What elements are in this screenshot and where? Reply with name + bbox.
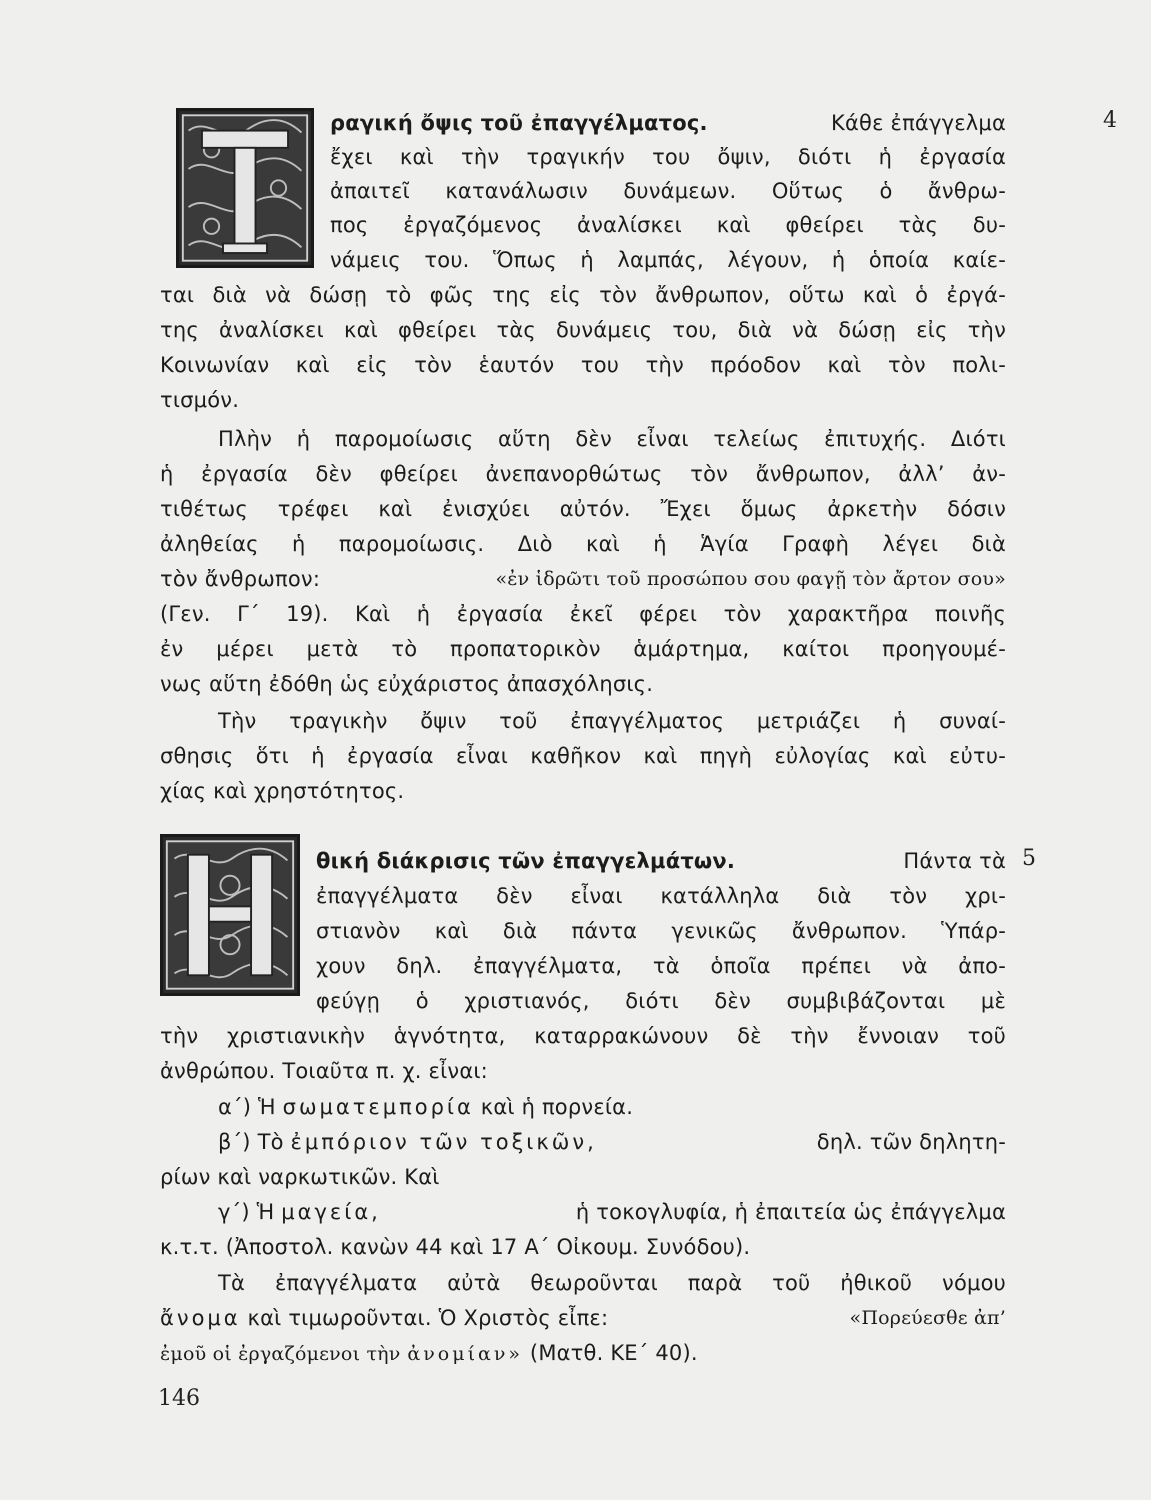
list-item bbox=[218, 1197, 1006, 1227]
scripture-quote: ἐμοῦ οἱ ἐργαζόμενοι τὴν bbox=[160, 1343, 401, 1365]
section-heading-line bbox=[330, 108, 1006, 138]
quote-line bbox=[160, 564, 1006, 594]
list-label: α΄) Ἡ bbox=[218, 1095, 276, 1119]
section-number: 5 bbox=[1022, 846, 1036, 871]
text-line: ἀληθείας ἡ παρομοίωσις. Διὸ καὶ ἡ Ἁγία Γραφὴ λέγει διὰ bbox=[160, 532, 1006, 556]
text-line: ἀπαιτεῖ κατανάλωσιν δυνάμεων. Οὕτως ὁ ἄνθρω- bbox=[330, 179, 1006, 203]
spaced-term: ἀνομίαν» bbox=[407, 1343, 524, 1365]
text-fragment: Πάντα τὰ bbox=[903, 849, 1006, 873]
text-line: ἐπαγγέλματα δὲν εἶναι κατάλληλα διὰ τὸν χρι- bbox=[316, 884, 1006, 908]
text-fragment: (Ματθ. ΚΕ΄ 40). bbox=[529, 1341, 698, 1365]
ornament-icon bbox=[163, 837, 297, 993]
text-line: ἡ ἐργασία δὲν φθείρει ἀνεπανορθώτως τὸν ἄνθρωπον, ἀλλ’ ἀν- bbox=[160, 462, 1006, 486]
text-line: στιανὸν καὶ διὰ πάντα γενικῶς ἄνθρωπον. Ὑπάρ- bbox=[316, 919, 1006, 943]
text-line: τισμόν. bbox=[160, 388, 240, 412]
text-fragment: δηλ. τῶν δηλητη- bbox=[816, 1130, 1006, 1154]
scripture-quote: «ἐν ἱδρῶτι τοῦ προσώπου σου φαγῇ τὸν ἄρτον σου» bbox=[495, 568, 1006, 590]
section-number: 4 bbox=[1103, 108, 1117, 133]
text-line: ἀνθρώπου. Τοιαῦτα π. χ. εἶναι: bbox=[160, 1059, 488, 1083]
text-line: νάμεις του. Ὅπως ἡ λαμπάς, λέγουν, ἡ ὁποία καίε- bbox=[330, 248, 1006, 272]
list-item bbox=[218, 1092, 633, 1122]
text-line bbox=[160, 1303, 1006, 1333]
text-fragment: καὶ ἡ πορνεία. bbox=[480, 1095, 634, 1119]
text-fragment: καὶ τιμωροῦνται. Ὁ Χριστὸς εἶπε: bbox=[247, 1306, 609, 1330]
text-line: Τὰ ἐπαγγέλματα αὐτὰ θεωροῦνται παρὰ τοῦ ἠθικοῦ νόμου bbox=[218, 1271, 1006, 1295]
section-title: ραγική ὄψις τοῦ ἐπαγγέλματος. bbox=[330, 111, 708, 135]
text-line: Πλὴν ἡ παρομοίωσις αὕτη δὲν εἶναι τελείως ἐπιτυχής. Διότι bbox=[218, 427, 1006, 451]
text-line: νως αὕτη ἐδόθη ὡς εὐχάριστος ἀπασχόλησις. bbox=[160, 672, 654, 696]
text-line: ρίων καὶ ναρκωτικῶν. Καὶ bbox=[160, 1165, 440, 1189]
scripture-quote: «Πορεύεσθε ἀπ’ bbox=[849, 1307, 1006, 1329]
text-fragment: ἡ τοκογλυφία, ἡ ἐπαιτεία ὡς ἐπάγγελμα bbox=[575, 1200, 1006, 1224]
text-line: τὴν χριστιανικὴν ἁγνότητα, καταρρακώνουν δὲ τὴν ἔννοιαν τοῦ bbox=[160, 1024, 1006, 1048]
text-fragment: τὸν ἄνθρωπον: bbox=[160, 567, 321, 591]
text-line: τιθέτως τρέφει καὶ ἐνισχύει αὐτόν. Ἔχει ὅμως ἀρκετὴν δόσιν bbox=[160, 497, 1006, 521]
spaced-term: μαγεία, bbox=[281, 1200, 381, 1224]
ornament-icon bbox=[179, 111, 311, 265]
text-line: φεύγῃ ὁ χριστιανός, διότι δὲν συμβιβάζονται μὲ bbox=[316, 989, 1006, 1013]
text-line bbox=[160, 1338, 698, 1369]
text-line: κ.τ.τ. (Ἀποστολ. κανὼν 44 καὶ 17 Α΄ Οἰκουμ. Συνόδου). bbox=[160, 1235, 751, 1259]
text-line: χουν δηλ. ἐπαγγέλματα, τὰ ὁποῖα πρέπει νὰ ἀπο- bbox=[316, 954, 1006, 978]
text-line: Τὴν τραγικὴν ὄψιν τοῦ ἐπαγγέλματος μετριάζει ἡ συναί- bbox=[218, 709, 1006, 733]
text-line: ἔχει καὶ τὴν τραγικήν του ὄψιν, διότι ἡ ἐργασία bbox=[330, 145, 1006, 169]
text-line: χίας καὶ χρηστότητος. bbox=[160, 779, 405, 803]
decorative-initial-tau bbox=[176, 108, 314, 268]
text-line: της ἀναλίσκει καὶ φθείρει τὰς δυνάμεις του, διὰ νὰ δώσῃ εἰς τὴν bbox=[160, 318, 1006, 342]
spaced-term: ἐμπόριον τῶν τοξικῶν, bbox=[290, 1130, 597, 1154]
text-line: ται διὰ νὰ δώσῃ τὸ φῶς της εἰς τὸν ἄνθρωπον, οὕτω καὶ ὁ ἐργά- bbox=[160, 283, 1006, 307]
text-line: (Γεν. Γ΄ 19). Καὶ ἡ ἐργασία ἐκεῖ φέρει τὸν χαρακτῆρα ποινῆς bbox=[160, 602, 1006, 626]
text-line: πος ἐργαζόμενος ἀναλίσκει καὶ φθείρει τὰς δυ- bbox=[330, 213, 1006, 237]
text-line: σθησις ὅτι ἡ ἐργασία εἶναι καθῆκον καὶ πηγὴ εὐλογίας καὶ εὐτυ- bbox=[160, 744, 1006, 768]
page-number: 146 bbox=[158, 1386, 200, 1411]
text-line: Κοινωνίαν καὶ εἰς τὸν ἑαυτόν του τὴν πρόοδον καὶ τὸν πολι- bbox=[160, 353, 1006, 377]
section-title: θική διάκρισις τῶν ἐπαγγελμάτων. bbox=[316, 849, 736, 873]
spaced-term: ἄνομα bbox=[160, 1306, 241, 1330]
list-item bbox=[218, 1127, 1006, 1157]
list-label: γ΄) Ἡ bbox=[218, 1200, 275, 1224]
text-line: ἐν μέρει μετὰ τὸ προπατορικὸν ἁμάρτημα, καίτοι προηγουμέ- bbox=[160, 637, 1006, 661]
text-fragment: Κάθε ἐπάγγελμα bbox=[831, 111, 1006, 135]
section-heading-line bbox=[316, 846, 1006, 876]
decorative-initial-eta bbox=[160, 834, 300, 996]
list-label: β΄) Τὸ bbox=[218, 1130, 284, 1154]
spaced-term: σωματεμπορία bbox=[282, 1095, 474, 1119]
